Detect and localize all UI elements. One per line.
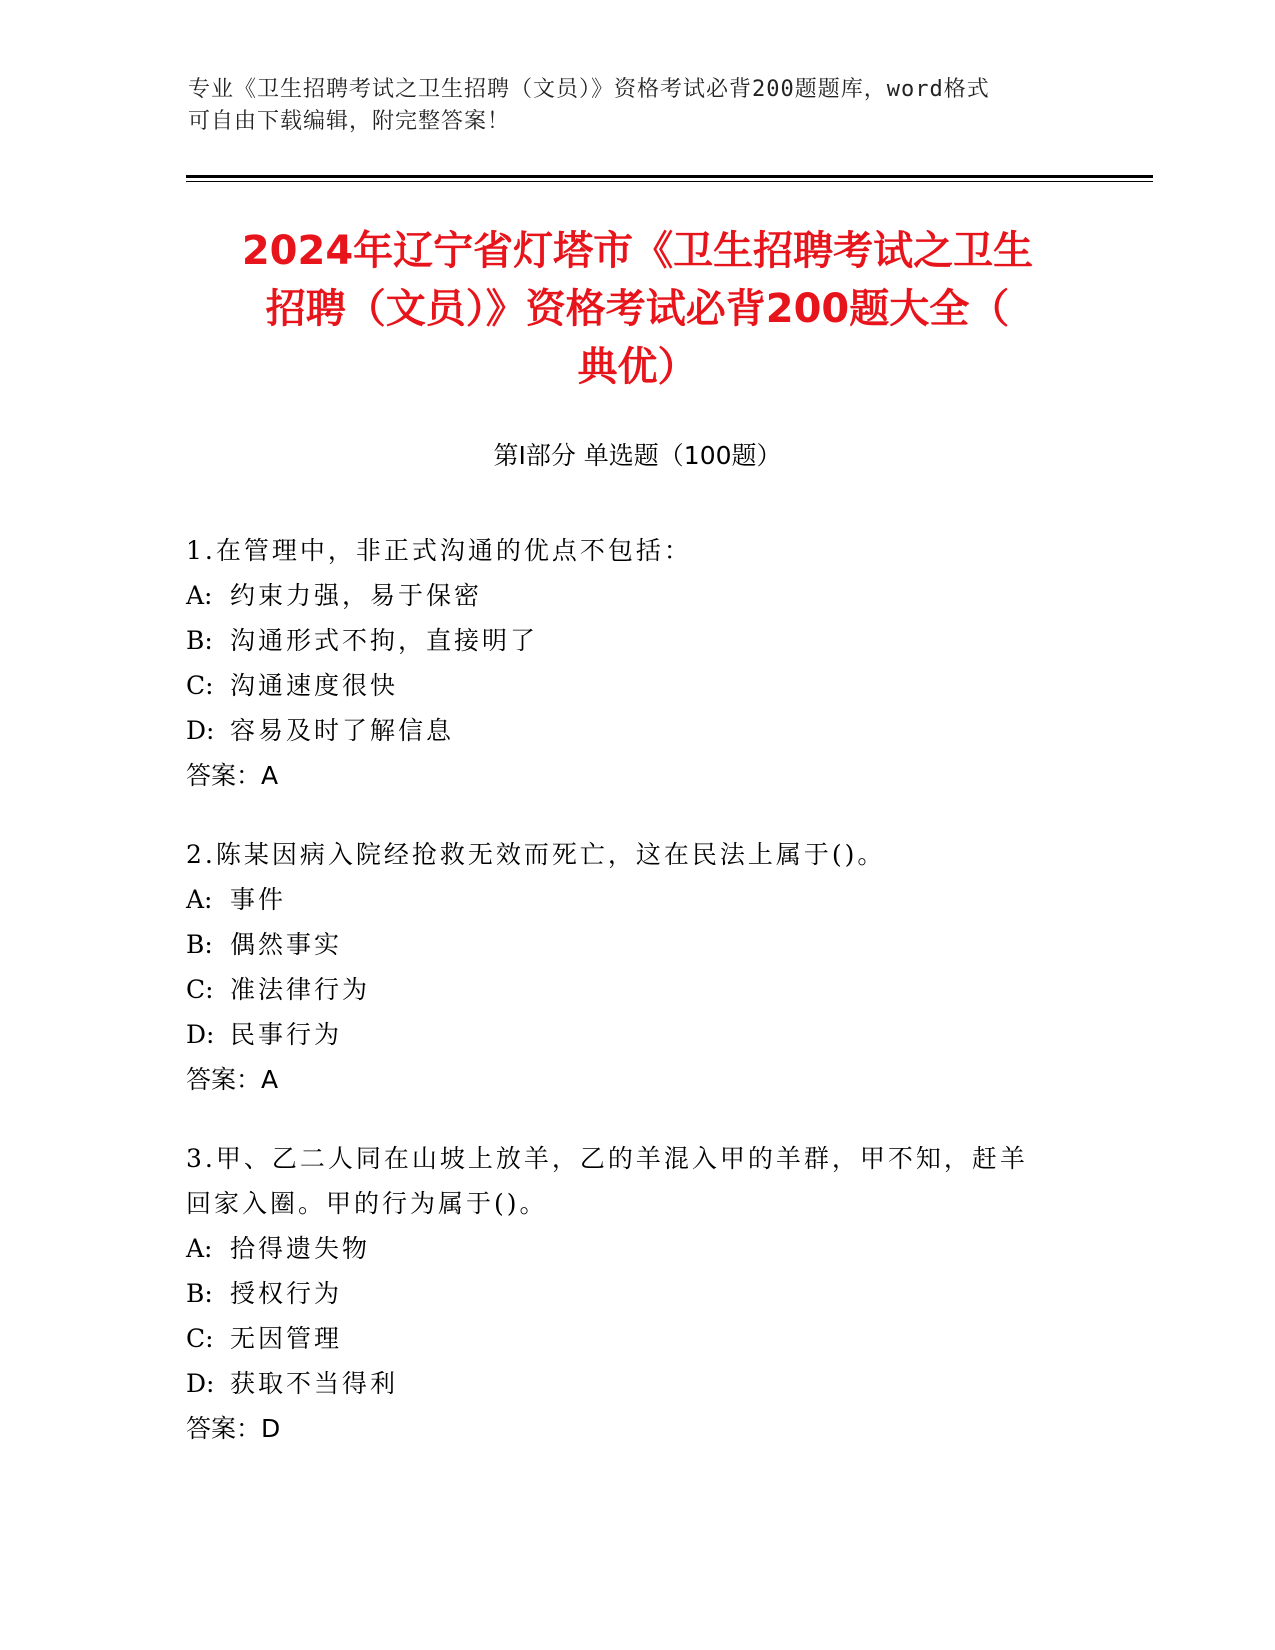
- option-a: [186, 573, 1086, 618]
- option-letter: A:: [186, 581, 213, 610]
- option-text: 沟通形式不拘，直接明了: [230, 626, 539, 655]
- option-text: 获取不当得利: [230, 1369, 399, 1398]
- option-text: 准法律行为: [230, 975, 371, 1004]
- document-title-line-2: 招聘（文员）》资格考试必背200题大全（: [265, 286, 1010, 332]
- document-title: [150, 222, 1125, 396]
- answer-label: 答案：A: [186, 761, 279, 790]
- option-letter: D:: [186, 1369, 215, 1398]
- question-stem: 2.陈某因病入院经抢救无效而死亡，这在民法上属于()。: [186, 840, 886, 869]
- option-text: 事件: [230, 885, 287, 914]
- header-divider-thick: [186, 175, 1153, 178]
- option-text: 偶然事实: [230, 930, 343, 959]
- option-a: [186, 877, 1086, 922]
- option-letter: C:: [186, 671, 214, 700]
- answer-label: 答案：D: [186, 1414, 281, 1443]
- option-c: [186, 1316, 1086, 1361]
- option-d: [186, 1012, 1086, 1057]
- option-b: [186, 1271, 1086, 1316]
- option-letter: C:: [186, 975, 214, 1004]
- option-letter: C:: [186, 1324, 214, 1353]
- question-stem: 3.甲、乙二人同在山坡上放羊，乙的羊混入甲的羊群，甲不知，赶羊: [186, 1144, 1028, 1173]
- option-letter: B:: [186, 1279, 213, 1308]
- option-text: 拾得遗失物: [230, 1234, 371, 1263]
- option-d: [186, 1361, 1086, 1406]
- header-note-line-2: 可自由下载编辑，附完整答案！: [188, 109, 511, 134]
- question-3: [186, 1136, 1086, 1451]
- option-text: 民事行为: [230, 1020, 343, 1049]
- option-letter: B:: [186, 626, 213, 655]
- option-b: [186, 618, 1086, 663]
- option-c: [186, 967, 1086, 1012]
- option-text: 容易及时了解信息: [230, 716, 455, 745]
- option-text: 约束力强，易于保密: [230, 581, 483, 610]
- section-title: 第Ⅰ部分 单选题（100题）: [493, 441, 782, 470]
- option-text: 授权行为: [230, 1279, 343, 1308]
- question-1: [186, 528, 1086, 798]
- option-d: [186, 708, 1086, 753]
- option-c: [186, 663, 1086, 708]
- answer-label: 答案：A: [186, 1065, 279, 1094]
- header-divider-thin: [186, 181, 1153, 182]
- question-list: [186, 528, 1086, 1485]
- question-2: [186, 832, 1086, 1102]
- question-stem: 1.在管理中，非正式沟通的优点不包括：: [186, 536, 692, 565]
- option-b: [186, 922, 1086, 967]
- option-letter: B:: [186, 930, 213, 959]
- option-letter: A:: [186, 1234, 213, 1263]
- question-stem-continued: 回家入圈。甲的行为属于()。: [186, 1189, 548, 1218]
- option-a: [186, 1226, 1086, 1271]
- document-title-line-3: 典优）: [577, 344, 698, 390]
- option-letter: A:: [186, 885, 213, 914]
- option-text: 沟通速度很快: [230, 671, 399, 700]
- option-letter: D:: [186, 716, 215, 745]
- header-note: [188, 74, 1088, 138]
- header-note-line-1: 专业《卫生招聘考试之卫生招聘（文员）》资格考试必背200题题库，word格式: [188, 77, 990, 102]
- document-title-line-1: 2024年辽宁省灯塔市《卫生招聘考试之卫生: [241, 228, 1034, 274]
- option-text: 无因管理: [230, 1324, 343, 1353]
- option-letter: D:: [186, 1020, 215, 1049]
